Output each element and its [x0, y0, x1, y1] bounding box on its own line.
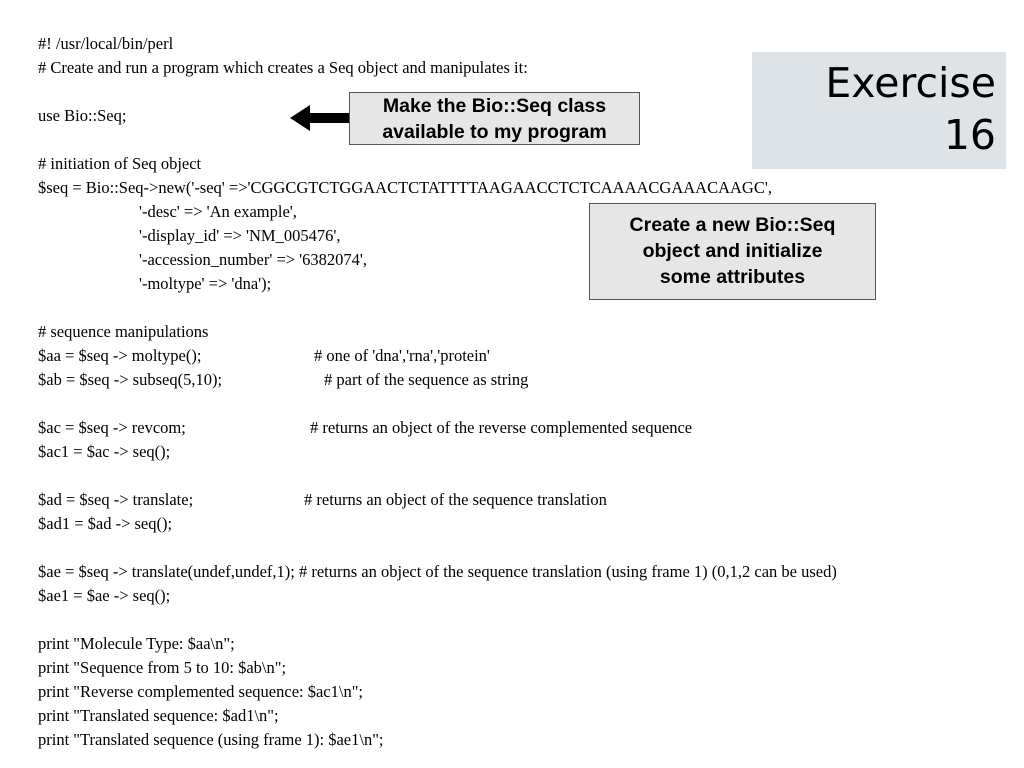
slide-title-line1: Exercise: [825, 59, 996, 107]
callout-new-object: [589, 203, 876, 300]
callout-bioseq-class-line2: available to my program: [382, 121, 607, 143]
code-arg-moltype: '-moltype' => 'dna');: [139, 274, 272, 293]
code-ad1-statement: $ad1 = $ad -> seq();: [38, 514, 173, 533]
code-seq-new: $seq = Bio::Seq->new('-seq' =>'CGGCGTCTGGAACTCTATTTTAAGAACCTCTCAAAACGAAACAAGC',: [38, 178, 772, 197]
code-intro-comment: # Create and run a program which creates a Seq object and manipulates it:: [38, 58, 528, 77]
callout-new-object-line3: some attributes: [659, 266, 806, 288]
code-print-subseq: print "Sequence from 5 to 10: $ab\n";: [38, 658, 287, 677]
code-init-comment: # initiation of Seq object: [38, 154, 202, 173]
code-aa-statement: $aa = $seq -> moltype();: [38, 346, 202, 365]
code-manip-comment: # sequence manipulations: [38, 322, 209, 341]
callout-new-object-line1: Create a new Bio::Seq: [629, 214, 836, 236]
code-ad-comment: # returns an object of the sequence translation: [304, 490, 607, 509]
slide-title-line2: 16: [943, 111, 996, 159]
code-arg-display-id: '-display_id' => 'NM_005476',: [139, 226, 341, 245]
code-ac-statement: $ac = $seq -> revcom;: [38, 418, 186, 437]
callout-bioseq-class: [349, 92, 640, 145]
code-arg-desc: '-desc' => 'An example',: [139, 202, 297, 221]
code-ac1-statement: $ac1 = $ac -> seq();: [38, 442, 171, 461]
code-use-statement: use Bio::Seq;: [38, 106, 127, 125]
code-ae1-statement: $ae1 = $ae -> seq();: [38, 586, 171, 605]
code-ab-statement: $ab = $seq -> subseq(5,10);: [38, 370, 223, 389]
slide-title-box: [752, 52, 1006, 169]
code-shebang: #! /usr/local/bin/perl: [38, 34, 174, 53]
callout-new-object-line2: object and initialize: [642, 240, 823, 262]
code-ac-comment: # returns an object of the reverse complemented sequence: [310, 418, 693, 437]
code-print-translate: print "Translated sequence: $ad1\n";: [38, 706, 279, 725]
code-print-translate-frame1: print "Translated sequence (using frame 1): $ae1\n";: [38, 730, 384, 749]
callout-bioseq-class-line1: Make the Bio::Seq class: [382, 95, 607, 117]
code-ab-comment: # part of the sequence as string: [324, 370, 529, 389]
code-aa-comment: # one of 'dna','rna','protein': [314, 346, 490, 365]
code-ad-statement: $ad = $seq -> translate;: [38, 490, 194, 509]
left-arrow-icon: [290, 103, 350, 138]
code-print-revcom: print "Reverse complemented sequence: $ac1\n";: [38, 682, 364, 701]
code-arg-accession: '-accession_number' => '6382074',: [139, 250, 367, 269]
code-ae-statement: $ae = $seq -> translate(undef,undef,1); # returns an object of the sequence translation (using frame 1) (0,1,2 can be used): [38, 562, 837, 581]
code-print-moltype: print "Molecule Type: $aa\n";: [38, 634, 235, 653]
